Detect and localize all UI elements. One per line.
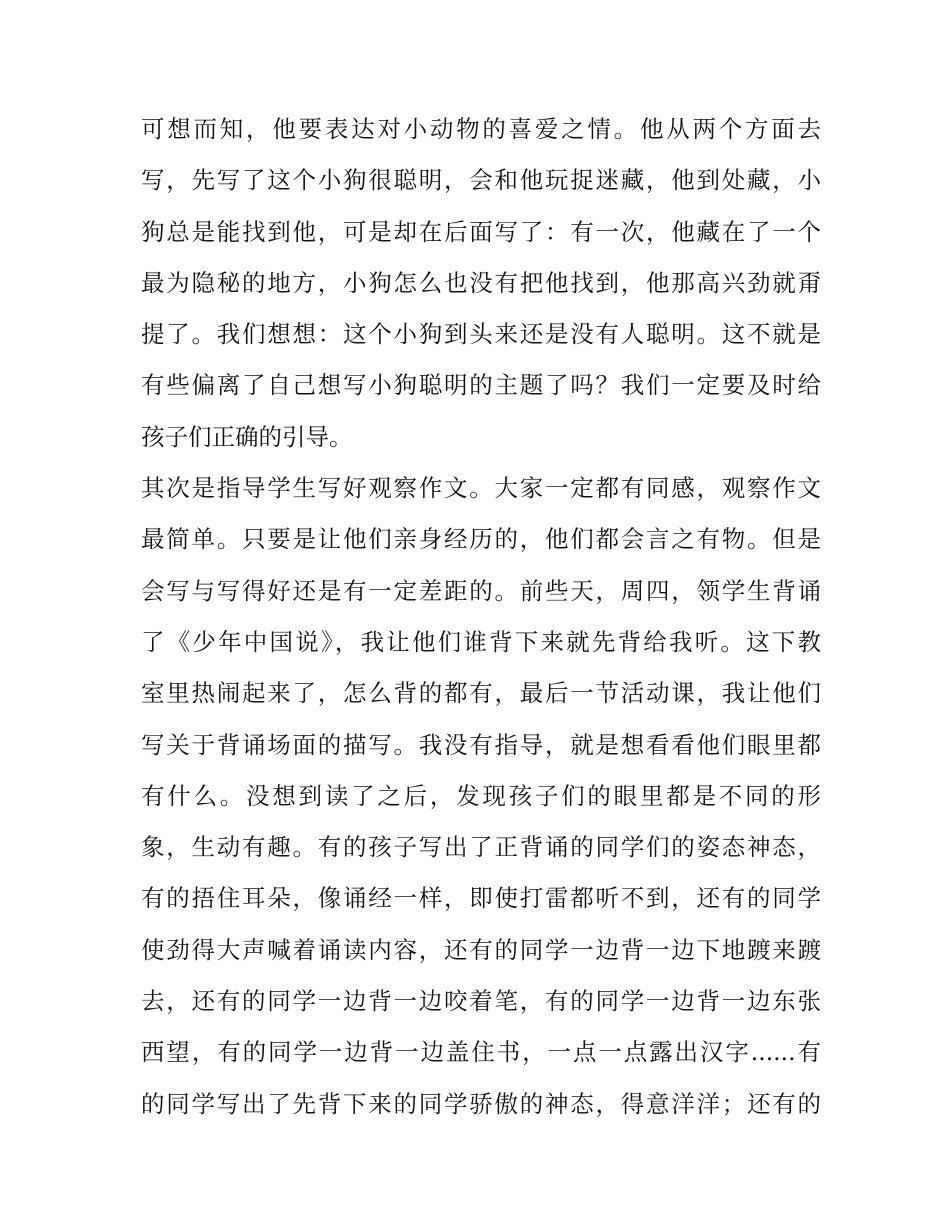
text-line: 的同学写出了先背下来的同学骄傲的神态，得意洋洋；还有的	[141, 1089, 821, 1118]
text-line: 使劲得大声喊着诵读内容，还有的同学一边背一边下地踱来踱	[141, 935, 821, 964]
text-line: 狗总是能找到他，可是却在后面写了：有一次，他藏在了一个	[141, 217, 821, 246]
text-line: 了《少年中国说》，我让他们谁背下来就先背给我听。这下教	[141, 627, 821, 656]
text-line: 去，还有的同学一边背一边咬着笔，有的同学一边背一边东张	[141, 987, 821, 1016]
text-line: 有的捂住耳朵，像诵经一样，即使打雷都听不到，还有的同学	[141, 884, 821, 913]
text-line: 可想而知，他要表达对小动物的喜爱之情。他从两个方面去	[141, 115, 821, 143]
body-text	[141, 104, 821, 1130]
text-line: 象，生动有趣。有的孩子写出了正背诵的同学们的姿态神态，	[141, 833, 821, 862]
text-line: 提了。我们想想：这个小狗到头来还是没有人聪明。这不就是	[141, 320, 821, 349]
text-line: 室里热闹起来了，怎么背的都有，最后一节活动课，我让他们	[141, 679, 821, 708]
text-line: 会写与写得好还是有一定差距的。前些天，周四，领学生背诵	[141, 576, 821, 605]
text-line: 最简单。只要是让他们亲身经历的，他们都会言之有物。但是	[141, 525, 821, 554]
text-line: 最为隐秘的地方，小狗怎么也没有把他找到，他那高兴劲就甭	[141, 268, 821, 297]
text-line: 有些偏离了自己想写小狗聪明的主题了吗？我们一定要及时给	[141, 371, 821, 400]
text-line: 写关于背诵场面的描写。我没有指导，就是想看看他们眼里都	[141, 730, 821, 759]
text-line: 西望，有的同学一边背一边盖住书，一点一点露出汉字......有	[141, 1038, 821, 1067]
text-line: 写，先写了这个小狗很聪明，会和他玩捉迷藏，他到处藏，小	[141, 166, 821, 195]
text-line: 有什么。没想到读了之后，发现孩子们的眼里都是不同的形	[141, 781, 821, 810]
text-line: 孩子们正确的引导。	[141, 422, 353, 451]
text-line: 其次是指导学生写好观察作文。大家一定都有同感，观察作文	[141, 474, 821, 503]
